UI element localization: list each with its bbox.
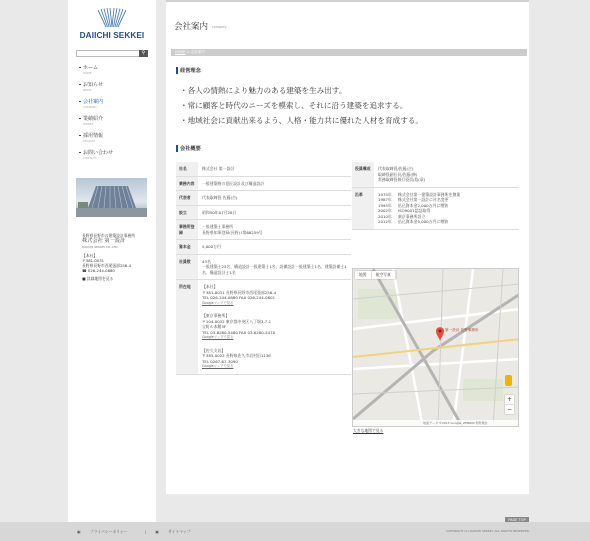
philosophy-item: ・各人の情熱により魅力のある建築を生み出す。 (180, 86, 347, 95)
footer-links (77, 529, 206, 535)
privacy-link[interactable] (77, 529, 136, 534)
main-content (166, 0, 529, 494)
row-key: 事務所登録 (176, 220, 198, 240)
row-key: 社名 (176, 162, 198, 176)
sidebar (68, 0, 156, 522)
table-row (352, 162, 519, 187)
nav-label: 採用情報 (83, 133, 104, 139)
overview-heading: 会社概要 (176, 145, 201, 152)
row-value: 一級建築士事務所 長野県知事登録(長野) Ⅰ第68259号 (198, 220, 351, 240)
office-block (202, 284, 347, 306)
nav-label: 業績紹介 (83, 116, 104, 122)
map-tab[interactable]: 地図 (355, 271, 372, 279)
row-value: 43名 一級建築士23名、構造設計一級建築士1名、設備設計一級建築士1名、建築設備士1名、構造設計士1名 (198, 254, 351, 280)
history-text: 払込資本金2,000万円に増資 (398, 202, 449, 208)
officers-history-table (352, 162, 519, 230)
table-row (176, 280, 351, 375)
row-value: 一般建築物の意匠設計及び構造設計 (198, 176, 351, 191)
history-cell (374, 187, 519, 229)
sitemap-link[interactable] (155, 529, 198, 534)
map-pin-icon: ■ (82, 275, 87, 281)
philosophy-heading: 経営理念 (176, 67, 201, 74)
history-year: 1975年 (378, 191, 392, 197)
google-map-link[interactable]: Googleマップで見る (202, 335, 234, 339)
office-block (202, 313, 347, 341)
street-view-icon[interactable] (505, 375, 512, 386)
table-row (176, 254, 351, 280)
nav-item-works[interactable] (79, 116, 149, 133)
office-block (202, 348, 347, 370)
footer-divider: | (144, 529, 147, 534)
table-row (176, 176, 351, 191)
row-value: 5,000万円 (198, 240, 351, 255)
page-title-en: company (212, 24, 227, 29)
page-title-text: 会社案内 (174, 22, 209, 32)
company-address: 長野県長野市西尾張部256-4 (82, 262, 132, 268)
sitemap-label: サイトマップ (168, 529, 191, 534)
table-row (176, 162, 351, 176)
breadcrumb (171, 49, 527, 56)
nav-label: お知らせ (83, 82, 103, 88)
row-value: 株式会社 第一設計 (198, 162, 351, 176)
table-row (176, 220, 351, 240)
history-text: 東京事務所設立 (398, 213, 426, 219)
map-canvas[interactable] (353, 269, 519, 427)
history-text: 株式会社第一建築設計事務所を創業 (398, 191, 461, 197)
office-tel: TEL 026-244-0880 FAX 026-244-0801 (202, 295, 276, 300)
nav-item-recruit[interactable] (79, 133, 149, 150)
company-name-en: DAIICHI SEKKEI CO.,LTD. (82, 244, 119, 249)
search-box (76, 50, 148, 57)
nav-item-news[interactable] (79, 82, 149, 99)
office-name: 【本社】 (202, 284, 218, 289)
offices-cell (198, 280, 351, 375)
history-item (378, 219, 515, 225)
table-row (176, 191, 351, 206)
map-attribution: 地図データ ©2015 Google, ZENRIN 利用規約 (353, 420, 518, 426)
history-year: 2012年 (378, 219, 392, 224)
row-key: 所在地 (176, 280, 198, 375)
history-text: 払込資本金5,000万円に増資 (398, 219, 449, 224)
google-map-link[interactable]: Googleマップで見る (202, 364, 234, 368)
zoom-out-button[interactable]: − (506, 406, 513, 413)
privacy-label: プライバシーポリシー (89, 529, 128, 534)
breadcrumb-home[interactable]: HOME (175, 50, 186, 54)
row-key: 資本金 (176, 240, 198, 255)
history-text: ISO9001認証取得 (398, 208, 431, 213)
page-title (174, 20, 227, 32)
history-year: 2002年 (378, 208, 392, 213)
search-button[interactable] (139, 50, 148, 57)
table-row (352, 187, 519, 229)
logo-mark-icon (96, 8, 128, 28)
nav-label: ホーム (83, 65, 99, 71)
company-tagline: 長野県長野市の建築設計事務所 (82, 233, 136, 238)
nav-sublabel: NEWS (83, 88, 92, 92)
map-pin-label: 第一設計 長野事務所 (445, 328, 479, 332)
zoom-control (505, 395, 514, 414)
satellite-tab[interactable]: 航空写真 (372, 271, 396, 279)
office-name: 【佐久支店】 (202, 347, 226, 353)
history-year: 1987年 (378, 197, 392, 202)
building-photo (76, 178, 147, 217)
office-address: 〒104-0032 東京都中央区八丁堀3-7-1 宝町ル本館5F (202, 318, 272, 329)
detail-map-link[interactable] (82, 276, 152, 281)
row-key: 業務内容 (176, 176, 198, 191)
overview-table (176, 162, 351, 375)
history-text: 株式会社第一設計に社名変更 (398, 197, 449, 202)
page-top-button[interactable]: PAGE TOP (505, 517, 529, 523)
logo-text: DAIICHI SEKKEI (79, 31, 145, 40)
office-tel: TEL 0267-67-3090 (202, 358, 238, 364)
sitemap-icon: ▣ (155, 529, 161, 534)
nav-item-company[interactable] (79, 99, 149, 116)
nav-sublabel: RECRUIT (83, 139, 96, 143)
row-key: 設立 (176, 205, 198, 220)
breadcrumb-separator: > (185, 50, 191, 54)
google-map-link[interactable]: Googleマップで見る (202, 300, 234, 305)
row-value: 昭和50年07月28日 (198, 205, 351, 220)
document-icon: ▣ (77, 529, 82, 534)
row-key: 役員構成 (352, 162, 374, 187)
office-address: 〒381-0031 長野県長野市西尾張部256-4 (202, 289, 277, 295)
office-address: 〒385-0022 長野県佐久市岩村田1136 (202, 353, 271, 358)
table-row (176, 205, 351, 220)
history-year: 1995年 (378, 202, 392, 208)
footer (0, 522, 590, 541)
history-year: 2010年 (378, 213, 392, 219)
company-tel: ☎ 026-244-0880 (82, 267, 115, 273)
detail-map-label: 詳細地図を見る (86, 275, 114, 281)
philosophy-list (180, 83, 520, 128)
search-input[interactable] (77, 51, 139, 56)
row-key: 沿革 (352, 187, 374, 229)
row-value: 代表取締役/佐藤(吉) 取締役副社長/佐藤(修) 常務取締役執行役員/島(章) (374, 162, 519, 187)
office-name: 【東京事務所】 (202, 313, 230, 318)
philosophy-item: ・常に顧客と時代のニーズを模索し、それに沿う建築を追求する。 (180, 101, 408, 110)
google-map[interactable] (352, 268, 519, 427)
nav-item-contact[interactable] (79, 150, 149, 167)
zoom-in-button[interactable]: + (506, 396, 513, 403)
logo[interactable] (76, 8, 148, 42)
company-name: 株式会社 第一設計 (82, 238, 126, 244)
company-tag: 【本社】 (82, 252, 98, 258)
nav-sublabel: COMPANY (83, 105, 97, 109)
nav-sublabel: HOME (83, 71, 92, 75)
larger-map-link[interactable]: 大きな地図で見る (353, 428, 384, 433)
nav-sublabel: CONTACT (83, 156, 97, 160)
company-card (82, 233, 152, 281)
copyright: COPYRIGHT (C) DAIICHI SEKKEI. ALL RIGHTS RESERVED. (446, 529, 530, 533)
search-icon: ⚲ (141, 50, 146, 56)
table-row (176, 240, 351, 255)
breadcrumb-current: 会社案内 (190, 50, 205, 54)
office-tel: TEL 03-6280-5480 FAX 03-6280-5470 (202, 329, 276, 335)
main-nav (79, 65, 149, 167)
row-value: 代表取締役 佐藤(吉) (198, 191, 351, 206)
company-postal: 〒381-0031 (82, 257, 105, 263)
row-key: 代表者 (176, 191, 198, 206)
nav-sublabel: WORKS (83, 122, 94, 126)
map-type-toggle (355, 271, 396, 279)
nav-label: お問い合わせ (83, 150, 114, 156)
nav-item-home[interactable] (79, 65, 149, 82)
nav-label: 会社案内 (83, 99, 104, 105)
row-key: 社員数 (176, 254, 198, 280)
philosophy-item: ・地域社会に貢献出来るよう、人格・能力共に優れた人材を育成する。 (180, 116, 423, 125)
